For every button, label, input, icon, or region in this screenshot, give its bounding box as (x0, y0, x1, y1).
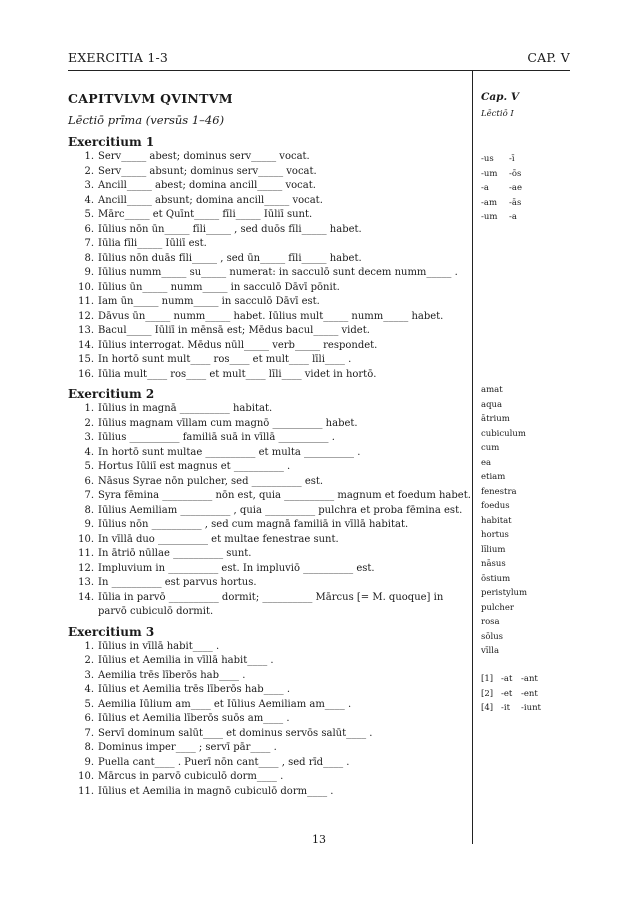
item-number: 8. (84, 252, 94, 264)
item-text: Dominus imper____ ; servī pār____ . (98, 742, 277, 753)
item-number: 10. (78, 533, 94, 545)
exercise-item (68, 252, 468, 267)
item-number: 9. (84, 267, 94, 278)
item-text: In __________ est parvus hortus. (98, 577, 257, 588)
ending-row (481, 167, 522, 182)
item-text: In hortō sunt mult____ ros____ et mult____ līli____ . (98, 354, 352, 365)
item-number: 1. (84, 640, 94, 652)
item-number: 2. (84, 165, 94, 177)
item-text: Iūlius interrogat. Mēdus nūll_____ verb_____ respondet. (98, 339, 378, 351)
exercise-item (68, 339, 468, 354)
chapter-title: CAPITVLVM QVINTVM (68, 91, 233, 106)
item-text: Iūlius et Aemilia trēs līberōs hab____ . (98, 684, 291, 695)
vocab-word: pulcher (481, 602, 514, 613)
item-text: Serv_____ absunt; dominus serv_____ vocat. (98, 165, 317, 177)
vocab-word: cubiculum (481, 428, 526, 439)
ending-cell: -a (509, 212, 517, 222)
item-text: Mārc_____ et Quīnt_____ fīli_____ Iūliī sunt. (98, 209, 313, 220)
item-text: Dāvus ūn_____ numm_____ habet. Iūlius mult_____ numm_____ habet. (98, 310, 444, 322)
sidebar-person-endings (481, 672, 551, 716)
item-text: Serv_____ abest; dominus serv_____ vocat. (98, 151, 310, 162)
exercise-item (68, 727, 468, 742)
vocab-word: sōlus (481, 631, 504, 642)
vocab-word: cum (481, 443, 500, 453)
item-number: 15. (78, 354, 94, 365)
item-text: Iūlius Aemiliam __________ , quia __________ pulchra et proba fēmina est. (98, 504, 463, 516)
conjugation-cell: -at (501, 674, 513, 684)
item-number: 11. (78, 785, 94, 797)
exercise-item (68, 223, 468, 238)
lectio-heading: Lēctiō prīma (versūs 1–46) (68, 113, 225, 127)
exercise-item (68, 402, 468, 417)
exercise-item (68, 150, 468, 165)
exercise-item (68, 368, 468, 383)
ending-cell: -a (481, 183, 489, 193)
item-text: Bacul_____ Iūliī in mēnsā est; Mēdus bacul_____ videt. (98, 325, 370, 336)
item-number: 8. (84, 742, 94, 753)
exercise-item (68, 562, 468, 577)
vocab-word: hortus (481, 530, 509, 540)
vocab-word: vīlla (481, 646, 500, 656)
ending-row (481, 181, 522, 196)
item-number: 13. (78, 325, 94, 336)
exercise-item (68, 179, 468, 194)
vocab-word: foedus (481, 501, 510, 511)
item-text: Iūlius ūn_____ numm_____ in sacculō Dāvī pōnit. (98, 281, 340, 293)
conjugation-row (481, 672, 551, 687)
exercise-item (68, 770, 468, 785)
main-column (68, 88, 471, 799)
exercise-item (68, 266, 468, 281)
item-text: Ancill_____ absunt; domina ancill_____ vocat. (98, 194, 323, 206)
item-number: 7. (84, 490, 94, 501)
exercise-1-list (68, 150, 468, 382)
exercise-item (68, 785, 468, 800)
exercise-item (68, 237, 468, 252)
ending-cell: -ās (509, 197, 522, 208)
ending-cell: -ōs (509, 168, 522, 179)
exercise-1-title: Exercitium 1 (68, 135, 155, 149)
vocab-word: ea (481, 457, 492, 468)
item-text: Iūlius in magnā __________ habitat. (98, 403, 273, 414)
item-number: 8. (84, 504, 94, 516)
item-number: 10. (78, 771, 94, 782)
item-number: 3. (84, 180, 94, 191)
item-text: Iūlia fīli_____ Iūliī est. (98, 238, 207, 249)
item-number: 3. (84, 669, 94, 681)
item-number: 6. (84, 713, 94, 724)
sidebar-lectio: Lēctiō I (481, 109, 514, 119)
exercise-item (68, 489, 471, 504)
item-text: Iam ūn_____ numm_____ in sacculō Dāvī est. (98, 296, 320, 307)
exercise-item (68, 460, 468, 475)
vocab-word: habitat (481, 515, 512, 526)
item-text: Iūlius in vīllā habit____ . (98, 640, 220, 652)
item-text: Iūlius nōn duās fīli_____ , sed ūn_____ fīli_____ habet. (98, 252, 362, 264)
conjugation-cell: [2] (481, 688, 494, 699)
item-text: Ancill_____ abest; domina ancill_____ vocat. (98, 180, 316, 191)
item-number: 5. (84, 698, 94, 710)
item-text: Iūlius numm_____ su_____ numerat: in sacculō sunt decem numm_____ . (98, 267, 458, 278)
conjugation-cell: -ant (521, 674, 538, 684)
vocab-word: etiam (481, 472, 506, 482)
conjugation-cell: -et (501, 688, 513, 699)
item-number: 12. (78, 310, 94, 322)
item-number: 1. (84, 403, 94, 414)
item-number: 4. (84, 684, 94, 695)
item-text: Syra fēmina __________ nōn est, quia __________ magnum et foedum habet. (98, 490, 471, 501)
vocab-word: nāsus (481, 559, 506, 569)
ending-row (481, 210, 522, 225)
item-number: 2. (84, 655, 94, 666)
exercise-item (68, 756, 468, 771)
header-rule (68, 70, 570, 71)
exercise-item (68, 446, 468, 461)
exercise-item (68, 683, 468, 698)
exercise-item (68, 669, 468, 684)
exercise-2-list (68, 402, 471, 620)
conjugation-cell: [4] (481, 703, 494, 713)
ending-row (481, 152, 522, 167)
exercise-item (68, 353, 468, 368)
exercise-item (68, 194, 468, 209)
item-text: Iūlius magnam vīllam cum magnō __________ habet. (98, 417, 358, 429)
item-text: Iūlia in parvō __________ dormit; __________ Mārcus [= M. quoque] in parvō cubiculō dormit. (98, 591, 444, 617)
item-text: Impluvium in __________ est. In impluviō __________ est. (98, 562, 375, 574)
conjugation-row (481, 701, 551, 716)
exercise-item (68, 591, 468, 620)
exercise-item (68, 518, 468, 533)
conjugation-cell: -ent (521, 688, 538, 699)
item-text: In ātriō nūllae __________ sunt. (98, 548, 252, 559)
ending-row (481, 196, 522, 211)
exercise-item (68, 640, 468, 655)
exercise-item (68, 281, 468, 296)
exercise-item (68, 431, 468, 446)
exercise-item (68, 533, 468, 548)
item-text: Iūlius et Aemilia in magnō cubiculō dorm____ . (98, 785, 334, 797)
item-number: 12. (78, 562, 94, 574)
exercise-item (68, 310, 468, 325)
exercise-item (68, 712, 468, 727)
exercise-item (68, 295, 468, 310)
item-number: 9. (84, 519, 94, 530)
ending-cell: -ī (509, 154, 515, 164)
item-text: Puella cant____ . Puerī nōn cant____ , sed rīd____ . (98, 756, 350, 768)
exercise-item (68, 208, 468, 223)
item-text: In vīllā duo __________ et multae fenestrae sunt. (98, 533, 339, 545)
item-number: 2. (84, 417, 94, 429)
item-number: 9. (84, 756, 94, 768)
vocab-word: līlium (481, 544, 506, 555)
item-number: 14. (78, 591, 94, 603)
item-number: 6. (84, 223, 94, 235)
sidebar-endings (481, 152, 522, 225)
ending-cell: -ae (509, 183, 522, 193)
exercise-2-title: Exercitium 2 (68, 387, 155, 401)
item-text: Iūlius nōn ūn_____ fīli_____ , sed duōs fīli_____ habet. (98, 223, 362, 235)
item-number: 7. (84, 727, 94, 739)
exercise-item (68, 165, 468, 180)
running-header-left: EXERCITIA 1-3 (68, 50, 169, 65)
vocab-word: ōstium (481, 573, 511, 584)
item-text: Iūlius et Aemilia līberōs suōs am____ . (98, 713, 290, 724)
item-number: 11. (78, 548, 94, 559)
exercise-item (68, 324, 468, 339)
item-text: Iūlius __________ familiā suā in vīllā __________ . (98, 432, 335, 443)
item-number: 4. (84, 446, 94, 458)
item-text: Aemilia trēs līberōs hab____ . (98, 669, 246, 681)
item-number: 5. (84, 461, 94, 472)
item-text: Nāsus Syrae nōn pulcher, sed __________ est. (98, 475, 324, 487)
vocab-word: aqua (481, 399, 503, 410)
item-number: 1. (84, 151, 94, 162)
item-number: 5. (84, 209, 94, 220)
exercise-item (68, 698, 468, 713)
vocab-word: rosa (481, 617, 500, 627)
ending-cell: -us (481, 154, 494, 164)
ending-cell: -am (481, 197, 497, 208)
item-text: Hortus Iūliī est magnus et __________ . (98, 461, 291, 472)
ending-cell: -um (481, 212, 498, 222)
exercise-item (68, 475, 468, 490)
exercise-item (68, 504, 468, 519)
page-number: 13 (312, 833, 326, 846)
exercise-item (68, 576, 468, 591)
sidebar-cap: Cap. V (481, 91, 519, 103)
item-number: 10. (78, 281, 94, 293)
item-number: 11. (78, 296, 94, 307)
exercise-3-list (68, 640, 468, 800)
item-number: 6. (84, 475, 94, 487)
sidebar-vocab (481, 383, 527, 659)
vocab-word: amat (481, 385, 503, 395)
item-text: In hortō sunt multae __________ et multa __________ . (98, 446, 361, 458)
sidebar (481, 91, 571, 119)
exercise-item (68, 741, 468, 756)
margin-divider (472, 70, 473, 844)
item-text: Mārcus in parvō cubiculō dorm____ . (98, 771, 284, 782)
item-number: 7. (84, 238, 94, 249)
conjugation-cell: -it (501, 703, 511, 713)
item-text: Aemilia Iūlium am____ et Iūlius Aemiliam am____ . (98, 698, 352, 710)
item-number: 13. (78, 577, 94, 588)
item-number: 16. (78, 368, 94, 380)
running-header-right: CAP. V (527, 50, 570, 65)
item-number: 3. (84, 432, 94, 443)
item-text: Iūlia mult____ ros____ et mult____ līli____ videt in hortō. (98, 368, 377, 380)
item-text: Iūlius et Aemilia in vīllā habit____ . (98, 655, 274, 666)
exercise-item (68, 417, 468, 432)
exercise-item (68, 654, 468, 669)
exercise-item (68, 547, 468, 562)
item-text: Iūlius nōn __________ , sed cum magnā familiā in vīllā habitat. (98, 519, 409, 530)
ending-cell: -um (481, 168, 498, 179)
conjugation-cell: -iunt (521, 703, 541, 713)
item-number: 14. (78, 339, 94, 351)
conjugation-cell: [1] (481, 674, 494, 684)
vocab-word: peristylum (481, 588, 528, 598)
vocab-word: fenestra (481, 486, 517, 497)
conjugation-row (481, 687, 551, 702)
item-number: 4. (84, 194, 94, 206)
item-text: Servī dominum salūt____ et dominus servōs salūt____ . (98, 727, 373, 739)
vocab-word: ātrium (481, 414, 510, 424)
exercise-3-title: Exercitium 3 (68, 624, 155, 639)
